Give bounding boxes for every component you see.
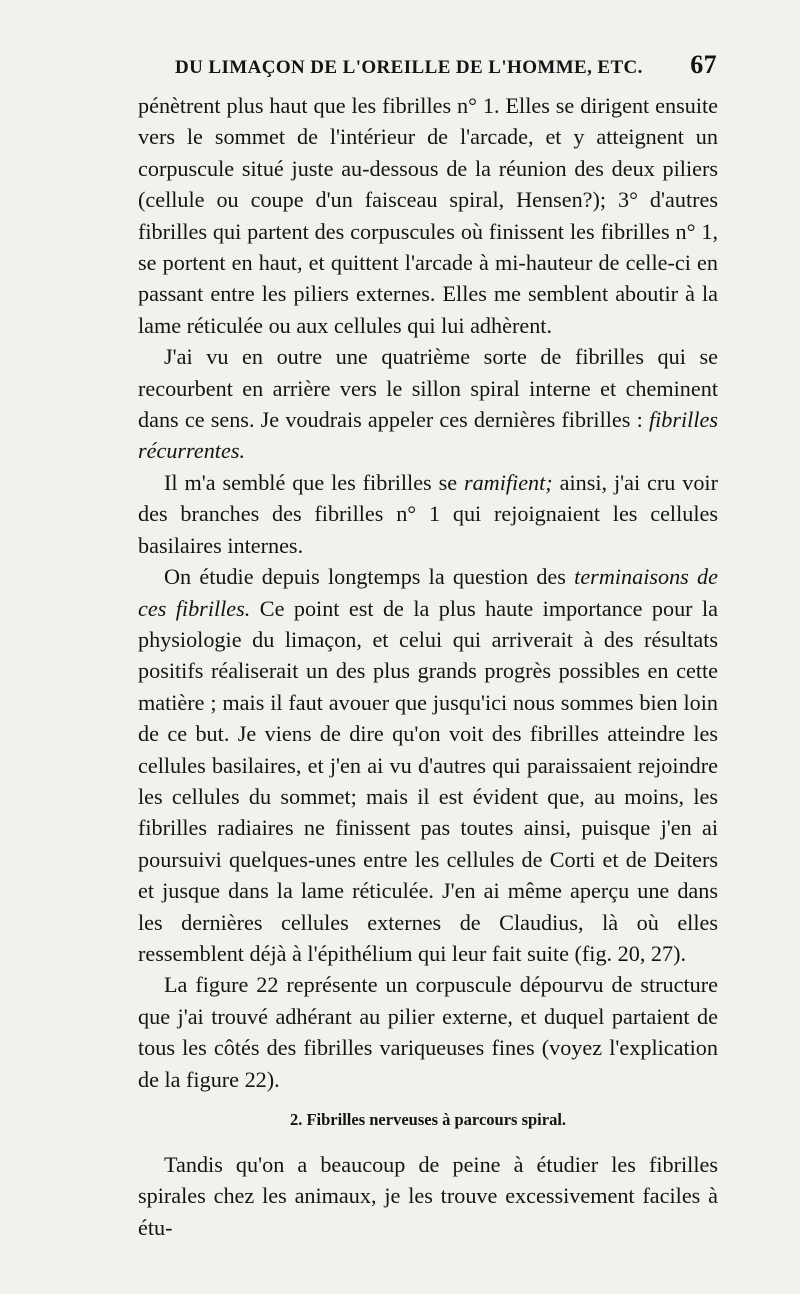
paragraph-3-text-b: ainsi, j'ai cru voir des branches des fibrilles n° 1 qui rejoignaient les cellules basilaires internes. xyxy=(138,469,718,558)
running-head xyxy=(175,50,717,80)
paragraph-2 xyxy=(138,341,718,467)
paragraph-2-text: J'ai vu en outre une quatrième sorte de fibrilles qui se recourbent en arrière vers le sillon spiral interne et cheminent dans ce sens. Je voudrais appeler ces dernières fibrilles : xyxy=(138,344,718,433)
section-title: 2. Fibrilles nerveuses à parcours spiral. xyxy=(289,1110,567,1129)
paragraph-3 xyxy=(138,467,718,561)
paragraph-3-italic: ramifient; xyxy=(463,469,553,495)
paragraph-4-italic: terminaisons de ces fibrilles. xyxy=(138,564,718,621)
running-title: DU LIMAÇON DE L'OREILLE DE L'HOMME, ETC. xyxy=(175,57,643,78)
paragraph-4-text-a: On étudie depuis longtemps la question des xyxy=(164,564,575,590)
paragraph-2-italic: fibrilles récurrentes. xyxy=(138,407,718,464)
paragraph-4-text-b: Ce point est de la plus haute importance pour la physiologie du limaçon, et celui qui arriverait à des résultats positifs réaliserait un des plus grands progrès possibles en cette matière ; mais il faut avouer que jusqu'ici nous sommes bien loin de ce but. Je viens de dire qu'on voit des fibrilles atteindre les cellules basilaires, et j'en ai vu d'autres qui paraissaient rejoindre les cellules du sommet; mais il est évident que, au moins, les fibrilles radiaires ne finissent pas toutes ainsi, puisque j'en ai poursuivi quelques-unes entre les cellules de Corti et de Deiters et jusque dans la lame réticulée. J'en ai même aperçu une dans les dernières cellules externes de Claudius, là où elles ressemblent déjà à l'épithélium qui leur fait suite (fig. 20, 27). xyxy=(138,595,718,966)
body-text xyxy=(138,90,718,1243)
paragraph-4 xyxy=(138,561,718,969)
paragraph-1: pénètrent plus haut que les fibrilles n° 1. Elles se dirigent ensuite vers le sommet de l'intérieur de l'arcade, et y atteignent un corpuscule situé juste au-dessous de la réunion des deux piliers (cellule ou coupe d'un faisceau spiral, Hensen?); 3° d'autres fibrilles qui partent des corpuscules où finissent les fibrilles n° 1, se portent en haut, et quittent l'arcade à mi-hauteur de celle-ci en passant entre les piliers externes. Elles me semblent aboutir à la lame réticulée ou aux cellules qui lui adhèrent. xyxy=(138,93,718,338)
paragraph-3-text-a: Il m'a semblé que les fibrilles se xyxy=(164,469,464,495)
page-number: 67 xyxy=(690,50,717,79)
paragraph-5: La figure 22 représente un corpuscule dépourvu de structure que j'ai trouvé adhérant au pilier externe, et duquel partaient de tous les côtés des fibrilles variqueuses fines (voyez l'explication de la figure 22). xyxy=(138,972,718,1092)
paragraph-6: Tandis qu'on a beaucoup de peine à étudier les fibrilles spirales chez les animaux, je les trouve excessivement faciles à étu- xyxy=(138,1152,718,1240)
